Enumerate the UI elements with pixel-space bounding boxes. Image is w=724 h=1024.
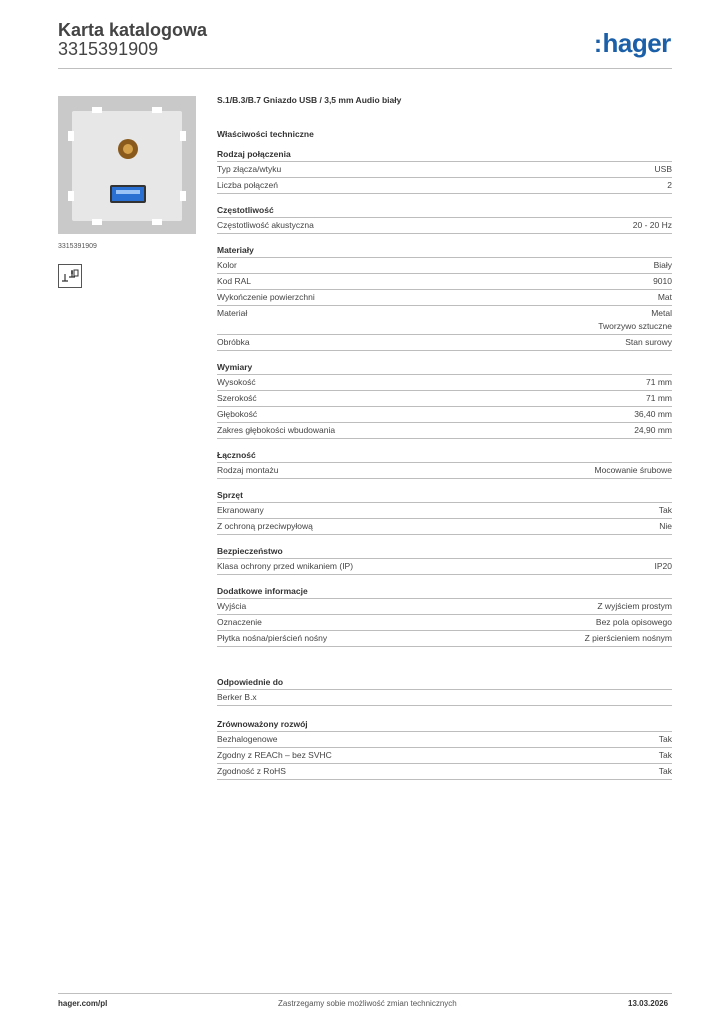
- section-title: Częstotliwość: [217, 205, 672, 218]
- spec-row: [217, 690, 672, 706]
- technical-properties-heading: Właściwości techniczne: [217, 129, 314, 139]
- connection-type-icon: [58, 264, 82, 288]
- spec-label: Obróbka: [217, 337, 250, 347]
- spec-section: [217, 450, 672, 479]
- spec-value: 71 mm: [646, 393, 672, 403]
- spec-row: [217, 764, 672, 780]
- spec-value: Stan surowy: [625, 337, 672, 347]
- spec-row: [217, 290, 672, 306]
- spec-row: [217, 162, 672, 178]
- spec-row: [217, 218, 672, 234]
- spec-label: Liczba połączeń: [217, 180, 278, 190]
- spec-label: Zgodny z REACh – bez SVHC: [217, 750, 332, 760]
- spec-label: Rodzaj montażu: [217, 465, 279, 475]
- socket-plate: [72, 111, 182, 221]
- section-title: Dodatkowe informacje: [217, 586, 672, 599]
- spec-row: [217, 599, 672, 615]
- section-title: Sprzęt: [217, 490, 672, 503]
- spec-label: Wykończenie powierzchni: [217, 292, 315, 302]
- spec-value: 36,40 mm: [634, 409, 672, 419]
- spec-row: [217, 748, 672, 764]
- spec-label: Ekranowany: [217, 505, 264, 515]
- spec-section: [217, 149, 672, 194]
- spec-value: 2: [667, 180, 672, 190]
- section-title: Odpowiednie do: [217, 677, 672, 690]
- spec-value: Tak: [658, 734, 672, 744]
- spec-row: [217, 274, 672, 290]
- spec-section: [217, 205, 672, 234]
- spec-row: [217, 732, 672, 748]
- spec-row: [217, 178, 672, 194]
- spec-section: [217, 586, 672, 647]
- usb-port-icon: [110, 185, 146, 203]
- spec-value: Mat: [657, 292, 672, 302]
- spec-row: [217, 519, 672, 535]
- spec-row: [217, 391, 672, 407]
- spec-section: [217, 490, 672, 535]
- spec-value: Biały: [653, 260, 672, 270]
- spec-row: [217, 423, 672, 439]
- spec-value: 24,90 mm: [634, 425, 672, 435]
- product-number: 3315391909: [58, 39, 159, 59]
- spec-value: Z wyjściem prostym: [597, 601, 672, 611]
- spec-label: Oznaczenie: [217, 617, 262, 627]
- spec-label: Typ złącza/wtyku: [217, 164, 282, 174]
- spec-row: [217, 503, 672, 519]
- spec-value: Tak: [658, 505, 672, 515]
- spec-label: Berker B.x: [217, 692, 257, 702]
- spec-row: [217, 258, 672, 274]
- spec-row: [217, 631, 672, 647]
- spec-label: Płytka nośna/pierścień nośny: [217, 633, 328, 643]
- spec-label: Bezhalogenowe: [217, 734, 278, 744]
- spec-row: [217, 335, 672, 351]
- spec-label: Częstotliwość akustyczna: [217, 220, 314, 230]
- header-divider: [58, 68, 672, 69]
- spec-row: [217, 375, 672, 391]
- spec-value: Metal Tworzywo sztuczne: [598, 308, 672, 331]
- product-name: S.1/B.3/B.7 Gniazdo USB / 3,5 mm Audio biały: [217, 95, 402, 105]
- spec-row: [217, 615, 672, 631]
- section-title: Rodzaj połączenia: [217, 149, 672, 162]
- spec-value: IP20: [654, 561, 672, 571]
- spec-section: [217, 677, 672, 706]
- spec-section: [217, 546, 672, 575]
- page-title: Karta katalogowa: [58, 20, 208, 40]
- spec-value: Tak: [658, 750, 672, 760]
- spec-row: [217, 463, 672, 479]
- spec-label: Głębokość: [217, 409, 258, 419]
- section-title: Zrównoważony rozwój: [217, 719, 672, 732]
- spec-value: Z pierścieniem nośnym: [584, 633, 672, 643]
- spec-label: Wysokość: [217, 377, 256, 387]
- spec-value: 9010: [653, 276, 672, 286]
- spec-value: Tak: [658, 766, 672, 776]
- footer-divider: [58, 993, 672, 994]
- spec-label: Zakres głębokości wbudowania: [217, 425, 336, 435]
- spec-label: Kolor: [217, 260, 237, 270]
- specification-table: [217, 95, 672, 780]
- spec-section: [217, 719, 672, 780]
- spec-value: Bez pola opisowego: [595, 617, 672, 627]
- spec-row: [217, 407, 672, 423]
- suitable-for-section: [217, 677, 672, 706]
- section-title: Łączność: [217, 450, 672, 463]
- spec-value: 20 - 20 Hz: [632, 220, 672, 230]
- footer-date: 13.03.2026: [628, 999, 669, 1008]
- spec-section: [217, 245, 672, 351]
- spec-value: Mocowanie śrubowe: [594, 465, 672, 475]
- section-title: Materiały: [217, 245, 672, 258]
- spec-row: [217, 306, 672, 335]
- spec-label: Z ochroną przeciwpyłową: [217, 521, 313, 531]
- spec-label: Klasa ochrony przed wnikaniem (IP): [217, 561, 354, 571]
- hager-logo: :hager: [594, 28, 671, 58]
- section-title: Bezpieczeństwo: [217, 546, 672, 559]
- audio-jack-icon: [118, 139, 138, 159]
- spec-label: Materiał: [217, 308, 248, 318]
- spec-label: Wyjścia: [217, 601, 247, 611]
- footer-website[interactable]: hager.com/pl: [58, 999, 108, 1008]
- spec-label: Szerokość: [217, 393, 257, 403]
- property-sections: [217, 149, 672, 647]
- spec-section: [217, 362, 672, 439]
- product-image: [58, 96, 196, 234]
- image-caption: 3315391909: [58, 243, 97, 250]
- spec-value: 71 mm: [646, 377, 672, 387]
- spec-value: USB: [654, 164, 672, 174]
- spec-label: Kod RAL: [217, 276, 252, 286]
- spec-value: Nie: [659, 521, 672, 531]
- sustainability-section: [217, 719, 672, 780]
- spec-label: Zgodność z RoHS: [217, 766, 286, 776]
- spec-row: [217, 559, 672, 575]
- section-title: Wymiary: [217, 362, 672, 375]
- footer-disclaimer: Zastrzegamy sobie możliwość zmian technicznych: [278, 999, 457, 1008]
